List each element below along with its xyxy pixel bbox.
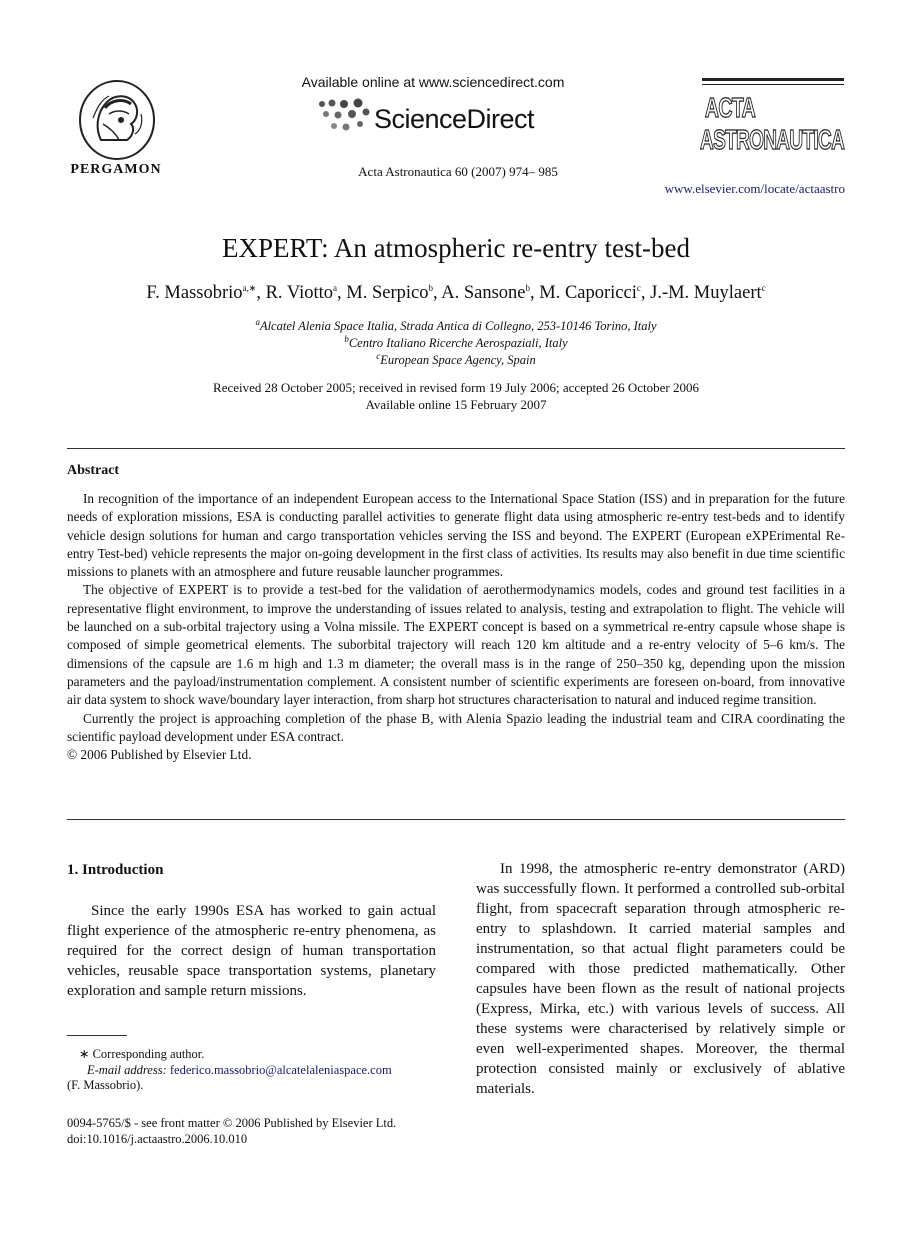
journal-logo-acta: ACTA <box>704 92 756 123</box>
rule-bottom <box>67 819 845 820</box>
doi-line[interactable]: doi:10.1016/j.actaastro.2006.10.010 <box>67 1132 248 1146</box>
available-online-date: Available online 15 February 2007 <box>365 397 547 412</box>
author-sup: b <box>525 282 530 293</box>
abstract-copyright: © 2006 Published by Elsevier Ltd. <box>67 747 252 763</box>
issn-line: 0094-5765/$ - see front matter © 2006 Published by Elsevier Ltd. <box>67 1116 397 1130</box>
author-name: M. Caporicci <box>539 283 637 303</box>
received-dates: Received 28 October 2005; received in revised form 19 July 2006; accepted 26 October 2006 <box>213 380 699 395</box>
footnote-corresponding: ∗ Corresponding author. <box>79 1047 205 1061</box>
intro-paragraph: In 1998, the atmospheric re-entry demonstrator (ARD) was successfully flown. It performed a controlled sub-orbital flight, from spacecraft separation through atmospheric re-entry to splashdown. It carried material samples and instrumentation, so that actual flight parameters could be compared with those predicted mathematically. Other capsules have been flown as the result of national projects (Express, Mirka, etc.) with various levels of success. All these systems were characterised by relatively simple or even well-experimented shapes. Moreover, the thermal protection consisted mainly or exclusively of ablative materials. <box>476 861 845 1097</box>
section-heading-introduction: 1. Introduction <box>67 862 164 878</box>
sciencedirect-dots-icon <box>316 98 374 134</box>
pergamon-logo <box>75 78 159 162</box>
sciencedirect-wordmark: ScienceDirect <box>374 104 535 134</box>
author-sup: b <box>428 282 433 293</box>
journal-logo-rule-top <box>702 78 844 81</box>
author-name: J.-M. Muylaert <box>650 283 762 303</box>
author-sup: c <box>636 282 641 293</box>
rule-top <box>67 448 845 449</box>
email-link[interactable]: federico.massobrio@alcatelaleniaspace.com <box>169 1062 392 1077</box>
footnote-email-line <box>67 1063 447 1079</box>
available-online-text: Available online at www.sciencedirect.com <box>301 74 565 90</box>
author-name: M. Serpico <box>346 283 429 303</box>
journal-url[interactable]: www.elsevier.com/locate/actaastro <box>664 181 845 196</box>
journal-citation: Acta Astronautica 60 (2007) 974– 985 <box>358 164 558 179</box>
affiliation-text: European Space Agency, Spain <box>380 353 536 367</box>
author-sup: c <box>761 282 766 293</box>
intro-right-column <box>476 859 845 1099</box>
abstract-body <box>67 490 845 764</box>
abstract-paragraph: In recognition of the importance of an independent European access to the International Space Station (ISS) and in preparation for the future needs of exploration missions, ESA is conducting parallel activities to generate flight data using atmospheric re-entry test-beds and to identify vehicle design solutions for human and cargo transportation vehicles serving the ISS and beyond. The EXPERT (European eXPErimental Re-entry Test-bed) vehicle represents the major on-going development in the first class of activities. Its results may also benefit in due time scientific missions to planets with an atmosphere and future reusable launcher programmes. <box>67 491 845 580</box>
footer <box>67 1115 487 1147</box>
author-name: R. Viotto <box>265 283 334 303</box>
affiliation-sup: b <box>344 333 349 344</box>
journal-logo-rule-top2 <box>702 84 844 85</box>
affiliation-b <box>60 335 852 352</box>
email-label: E-mail address: <box>87 1062 167 1077</box>
intro-left-column <box>67 901 436 1001</box>
affiliations <box>60 318 852 369</box>
abstract-paragraph: The objective of EXPERT is to provide a test-bed for the validation of aerothermodynamics models, codes and ground test facilities in a representative flight environment, to improve the understanding of issues related to analysis, testing and extrapolation to flight. The vehicle will be launched on a sub-orbital trajectory using a Volna missile. The EXPERT concept is based on a symmetrical re-entry capsule whose shape is composed of simple geometrical elements. The suborbital trajectory will reach 120 km altitude and a re-entry velocity of 5–6 km/s. The dimensions of the capsule are 1.6 m high and 1.3 m diameter; the overall mass is in the range of 250–350 kg, depending upon the mission parameters and the payload/instrumentation complement. A consistent number of scientific experiments are foreseen on-board, from innovative air data system to shock wave/boundary layer interaction, from sharp hot structures characterisation to natural and induced regime transition. <box>67 582 845 708</box>
author-sup: a,∗ <box>242 282 257 293</box>
affiliation-a <box>60 318 852 335</box>
footnote-rule <box>67 1035 127 1036</box>
article-title: EXPERT: An atmospheric re-entry test-bed <box>222 233 690 263</box>
affiliation-text: Alcatel Alenia Space Italia, Strada Antica di Collegno, 253-10146 Torino, Italy <box>259 319 657 333</box>
affiliation-c <box>60 352 852 369</box>
affiliation-text: Centro Italiano Ricerche Aerospaziali, Italy <box>348 336 568 350</box>
author-list: F. Massobrio$^{a,∗}$, R. Viotto$^a$, M. Serpico$^b$, A. Sansone$^b$, M. Caporicci$^c$, J.-M. Muylaert$^c$ <box>146 282 766 303</box>
abstract-heading: Abstract <box>67 463 120 478</box>
publisher-name: PERGAMON <box>70 162 162 177</box>
intro-paragraph: Since the early 1990s ESA has worked to gain actual flight experience of the atmospheric re-entry phenomena, as required for the correct design of human transportation vehicles, reusable space transportation systems, planetary exploration and sample return missions. <box>67 903 436 999</box>
affiliation-sup: c <box>376 350 381 361</box>
journal-logo-astronautica: ASTRONAUTICA <box>700 124 845 155</box>
author-sup: a <box>333 282 338 293</box>
abstract-paragraph: Currently the project is approaching completion of the phase B, with Alenia Spazio leading the industrial team and CIRA coordinating the scientific payload development under ESA contract. <box>67 710 845 744</box>
author-name: F. Massobrio <box>146 283 243 303</box>
footnote <box>67 1047 447 1094</box>
footnote-name: (F. Massobrio). <box>67 1078 144 1092</box>
affiliation-sup: a <box>255 316 260 327</box>
author-name: A. Sansone <box>441 283 526 303</box>
